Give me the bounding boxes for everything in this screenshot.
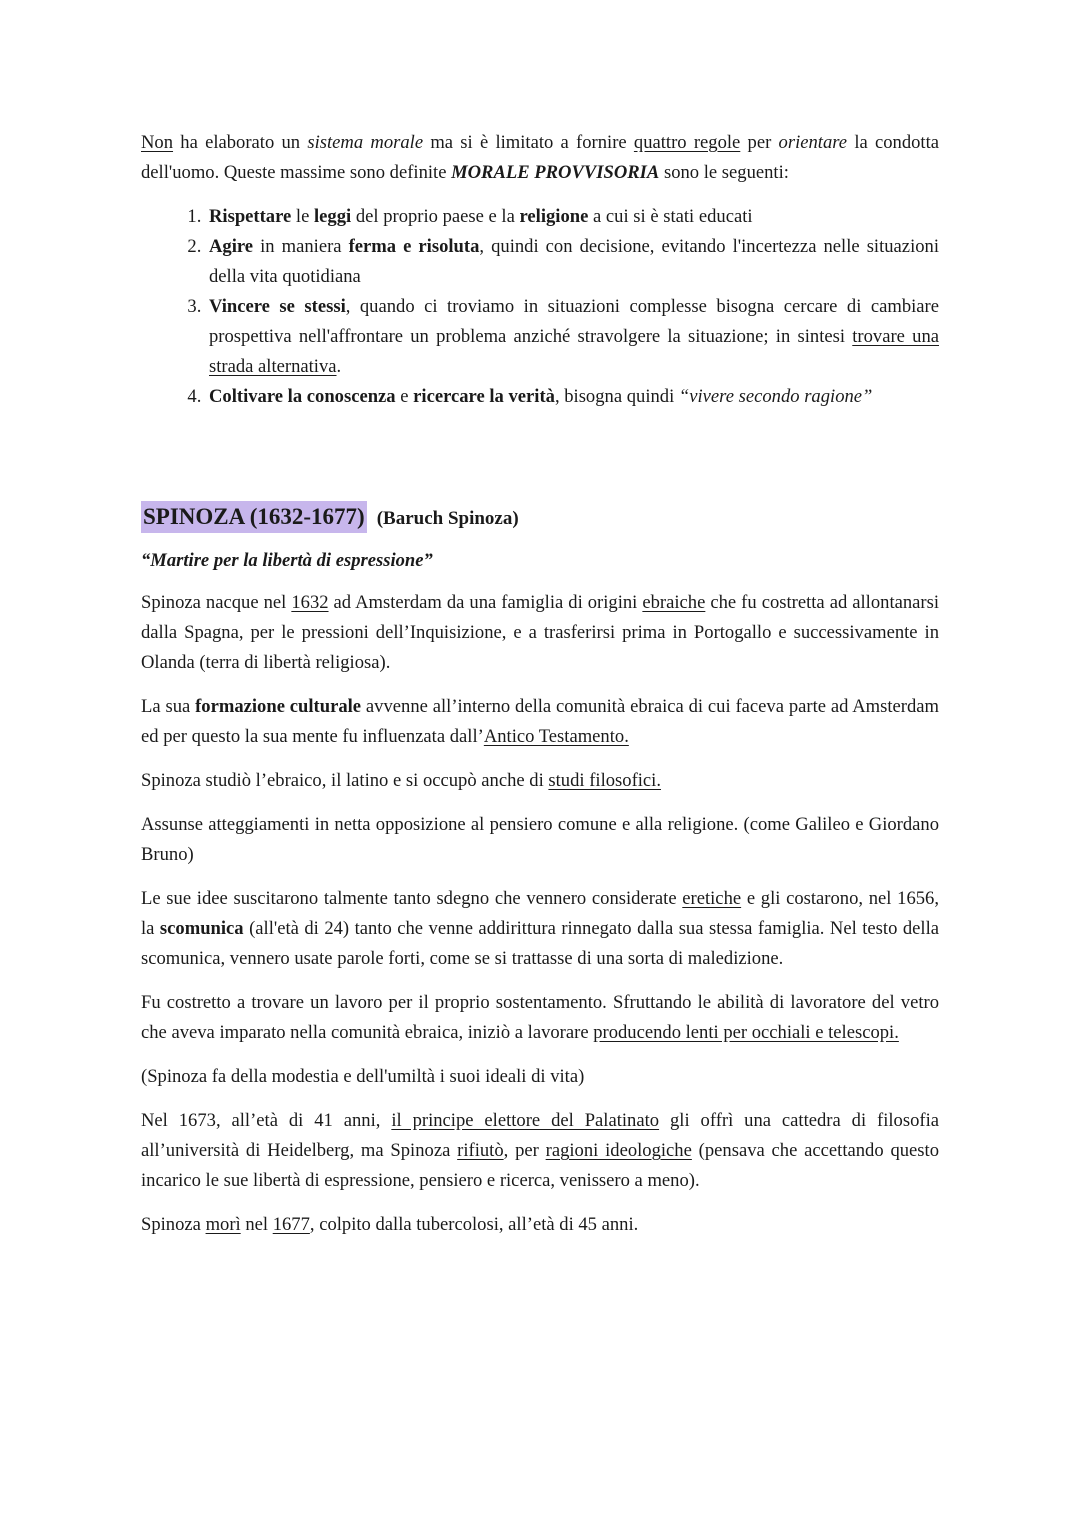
rule-2-ferma-risoluta: ferma e risoluta (348, 236, 480, 257)
rule-3-keyword: Vincere se stessi (209, 296, 346, 317)
document-page (141, 128, 939, 1254)
section-title: SPINOZA (1632-1677) (141, 501, 367, 533)
text-run: (all'età di 24) tanto che venne addirittura rinnegato dalla sua stessa famiglia. Nel testo della scomunica, vennero usate parole forti, come se si trattasse di una sorta di maledizione. (141, 918, 940, 969)
text-run: , bisogna quindi (554, 386, 679, 407)
text-run: Le sue idee suscitarono talmente tanto sdegno che vennero considerate (141, 888, 683, 909)
text-run: la condotta dell'uomo. Queste massime sono definite (141, 132, 940, 183)
spinoza-heading (141, 501, 939, 534)
text-run: in maniera (253, 236, 349, 257)
spinoza-paragraph-formazione (141, 692, 939, 752)
text-sistema-morale: sistema morale (307, 132, 424, 153)
rule-1-keyword: Rispettare (209, 206, 292, 227)
text-antico-testamento: Antico Testamento. (483, 726, 629, 747)
text-morale-provvisoria: MORALE PROVVISORIA (451, 162, 660, 183)
text-year-1677: 1677 (272, 1214, 310, 1235)
text-year-1632: 1632 (291, 592, 329, 613)
text-run: nel (240, 1214, 273, 1235)
rule-item-3 (206, 292, 939, 382)
rule-item-2 (206, 232, 939, 292)
text-run: avvenne all’interno della comunità ebraica di cui faceva parte ad Amsterdam ed per questo la sua mente fu influenzata dall’ (141, 696, 939, 747)
text-run: che fu costretta ad allontanarsi dalla Spagna, per le pressioni dell’Inquisizione, e a trasferirsi prima in Portogallo e successivamente in Olanda (terra di libertà religiosa). (141, 592, 940, 673)
text-run: a cui si è stati educati (588, 206, 753, 227)
text-run: , per (503, 1140, 546, 1161)
text-run: , colpito dalla tubercolosi, all’età di 45 anni. (309, 1214, 639, 1235)
spinoza-paragraph-ideali: (Spinoza fa della modestia e dell'umiltà i suoi ideali di vita) (141, 1066, 585, 1087)
text-quattro-regole: quattro regole (633, 132, 741, 153)
text-run: La sua (141, 696, 196, 717)
text-run: e gli costarono, nel 1656, la (141, 888, 939, 939)
text-eretiche: eretiche (682, 888, 742, 909)
rule-2-keyword: Agire (209, 236, 254, 257)
text-run: Spinoza nacque nel (141, 592, 292, 613)
text-run: le (291, 206, 314, 227)
text-ebraiche: ebraiche (642, 592, 706, 613)
rule-1-religione: religione (519, 206, 589, 227)
rule-4-keyword: Coltivare la conoscenza (209, 386, 396, 407)
text-run: Nel 1673, all’età di 41 anni, (141, 1110, 392, 1131)
text-scomunica: scomunica (159, 918, 244, 939)
text-formazione-culturale: formazione culturale (195, 696, 362, 717)
text-run: ma si è limitato a fornire (423, 132, 634, 153)
text-principe-elettore: il principe elettore del Palatinato (391, 1110, 660, 1131)
text-run: Spinoza studiò l’ebraico, il latino e si occupò anche di (141, 770, 549, 791)
text-run: per (740, 132, 779, 153)
text-run: (pensava che accettando questo incarico le sue libertà di espressione, pensiero e ricerca, venissero a meno). (141, 1140, 939, 1191)
text-run: Spinoza (141, 1214, 206, 1235)
section-subtitle: (Baruch Spinoza) (376, 508, 519, 529)
text-run: sono le seguenti: (659, 162, 789, 183)
text-non: Non (141, 132, 174, 153)
rule-3-strada-alternativa: trovare una strada alternativa (209, 326, 939, 377)
text-mori: morì (205, 1214, 241, 1235)
spinoza-paragraph-birth (141, 588, 939, 678)
text-run: , quando ci troviamo in situazioni complesse bisogna cercare di cambiare prospettiva nell'affrontare un problema anziché stravolgere la situazione; in sintesi (209, 296, 939, 347)
text-run: Fu costretto a trovare un lavoro per il proprio sostentamento. Sfruttando le abilità di lavoratore del vetro che aveva imparato nella comunità ebraica, iniziò a lavorare (141, 992, 939, 1043)
text-run: ha elaborato un (173, 132, 308, 153)
spinoza-paragraph-lavoro (141, 988, 939, 1048)
rule-item-1 (206, 202, 939, 232)
text-run: ad Amsterdam da una famiglia di origini (328, 592, 643, 613)
spinoza-paragraph-cattedra (141, 1106, 939, 1196)
section-gap (141, 412, 939, 501)
section-quote: “Martire per la libertà di espressione” (141, 550, 433, 571)
rule-1-leggi: leggi (314, 206, 352, 227)
spinoza-paragraph-studi (141, 766, 939, 796)
rule-4-verita: ricercare la verità (413, 386, 555, 407)
text-run: e (395, 386, 414, 407)
intro-paragraph (141, 128, 939, 188)
text-run: . (336, 356, 342, 377)
spinoza-paragraph-scomunica (141, 884, 939, 974)
rule-item-4 (206, 382, 939, 412)
text-lenti: producendo lenti per occhiali e telescopi. (593, 1022, 899, 1043)
text-run: , quindi con decisione, evitando l'incertezza nelle situazioni della vita quotidiana (209, 236, 939, 287)
rules-list (141, 202, 939, 412)
text-run: gli offrì una cattedra di filosofia all’università di Heidelberg, ma Spinoza (141, 1110, 939, 1161)
text-orientare: orientare (778, 132, 848, 153)
text-rifiuto: rifiutò (457, 1140, 504, 1161)
text-studi-filosofici: studi filosofici. (548, 770, 661, 791)
rule-4-quote: “vivere secondo ragione” (678, 386, 873, 407)
spinoza-paragraph-atteggiamenti: Assunse atteggiamenti in netta opposizione al pensiero comune e alla religione. (come Galileo e Giordano Bruno) (141, 814, 939, 865)
spinoza-paragraph-morte (141, 1210, 939, 1240)
text-ragioni-ideologiche: ragioni ideologiche (545, 1140, 692, 1161)
text-run: del proprio paese e la (351, 206, 520, 227)
